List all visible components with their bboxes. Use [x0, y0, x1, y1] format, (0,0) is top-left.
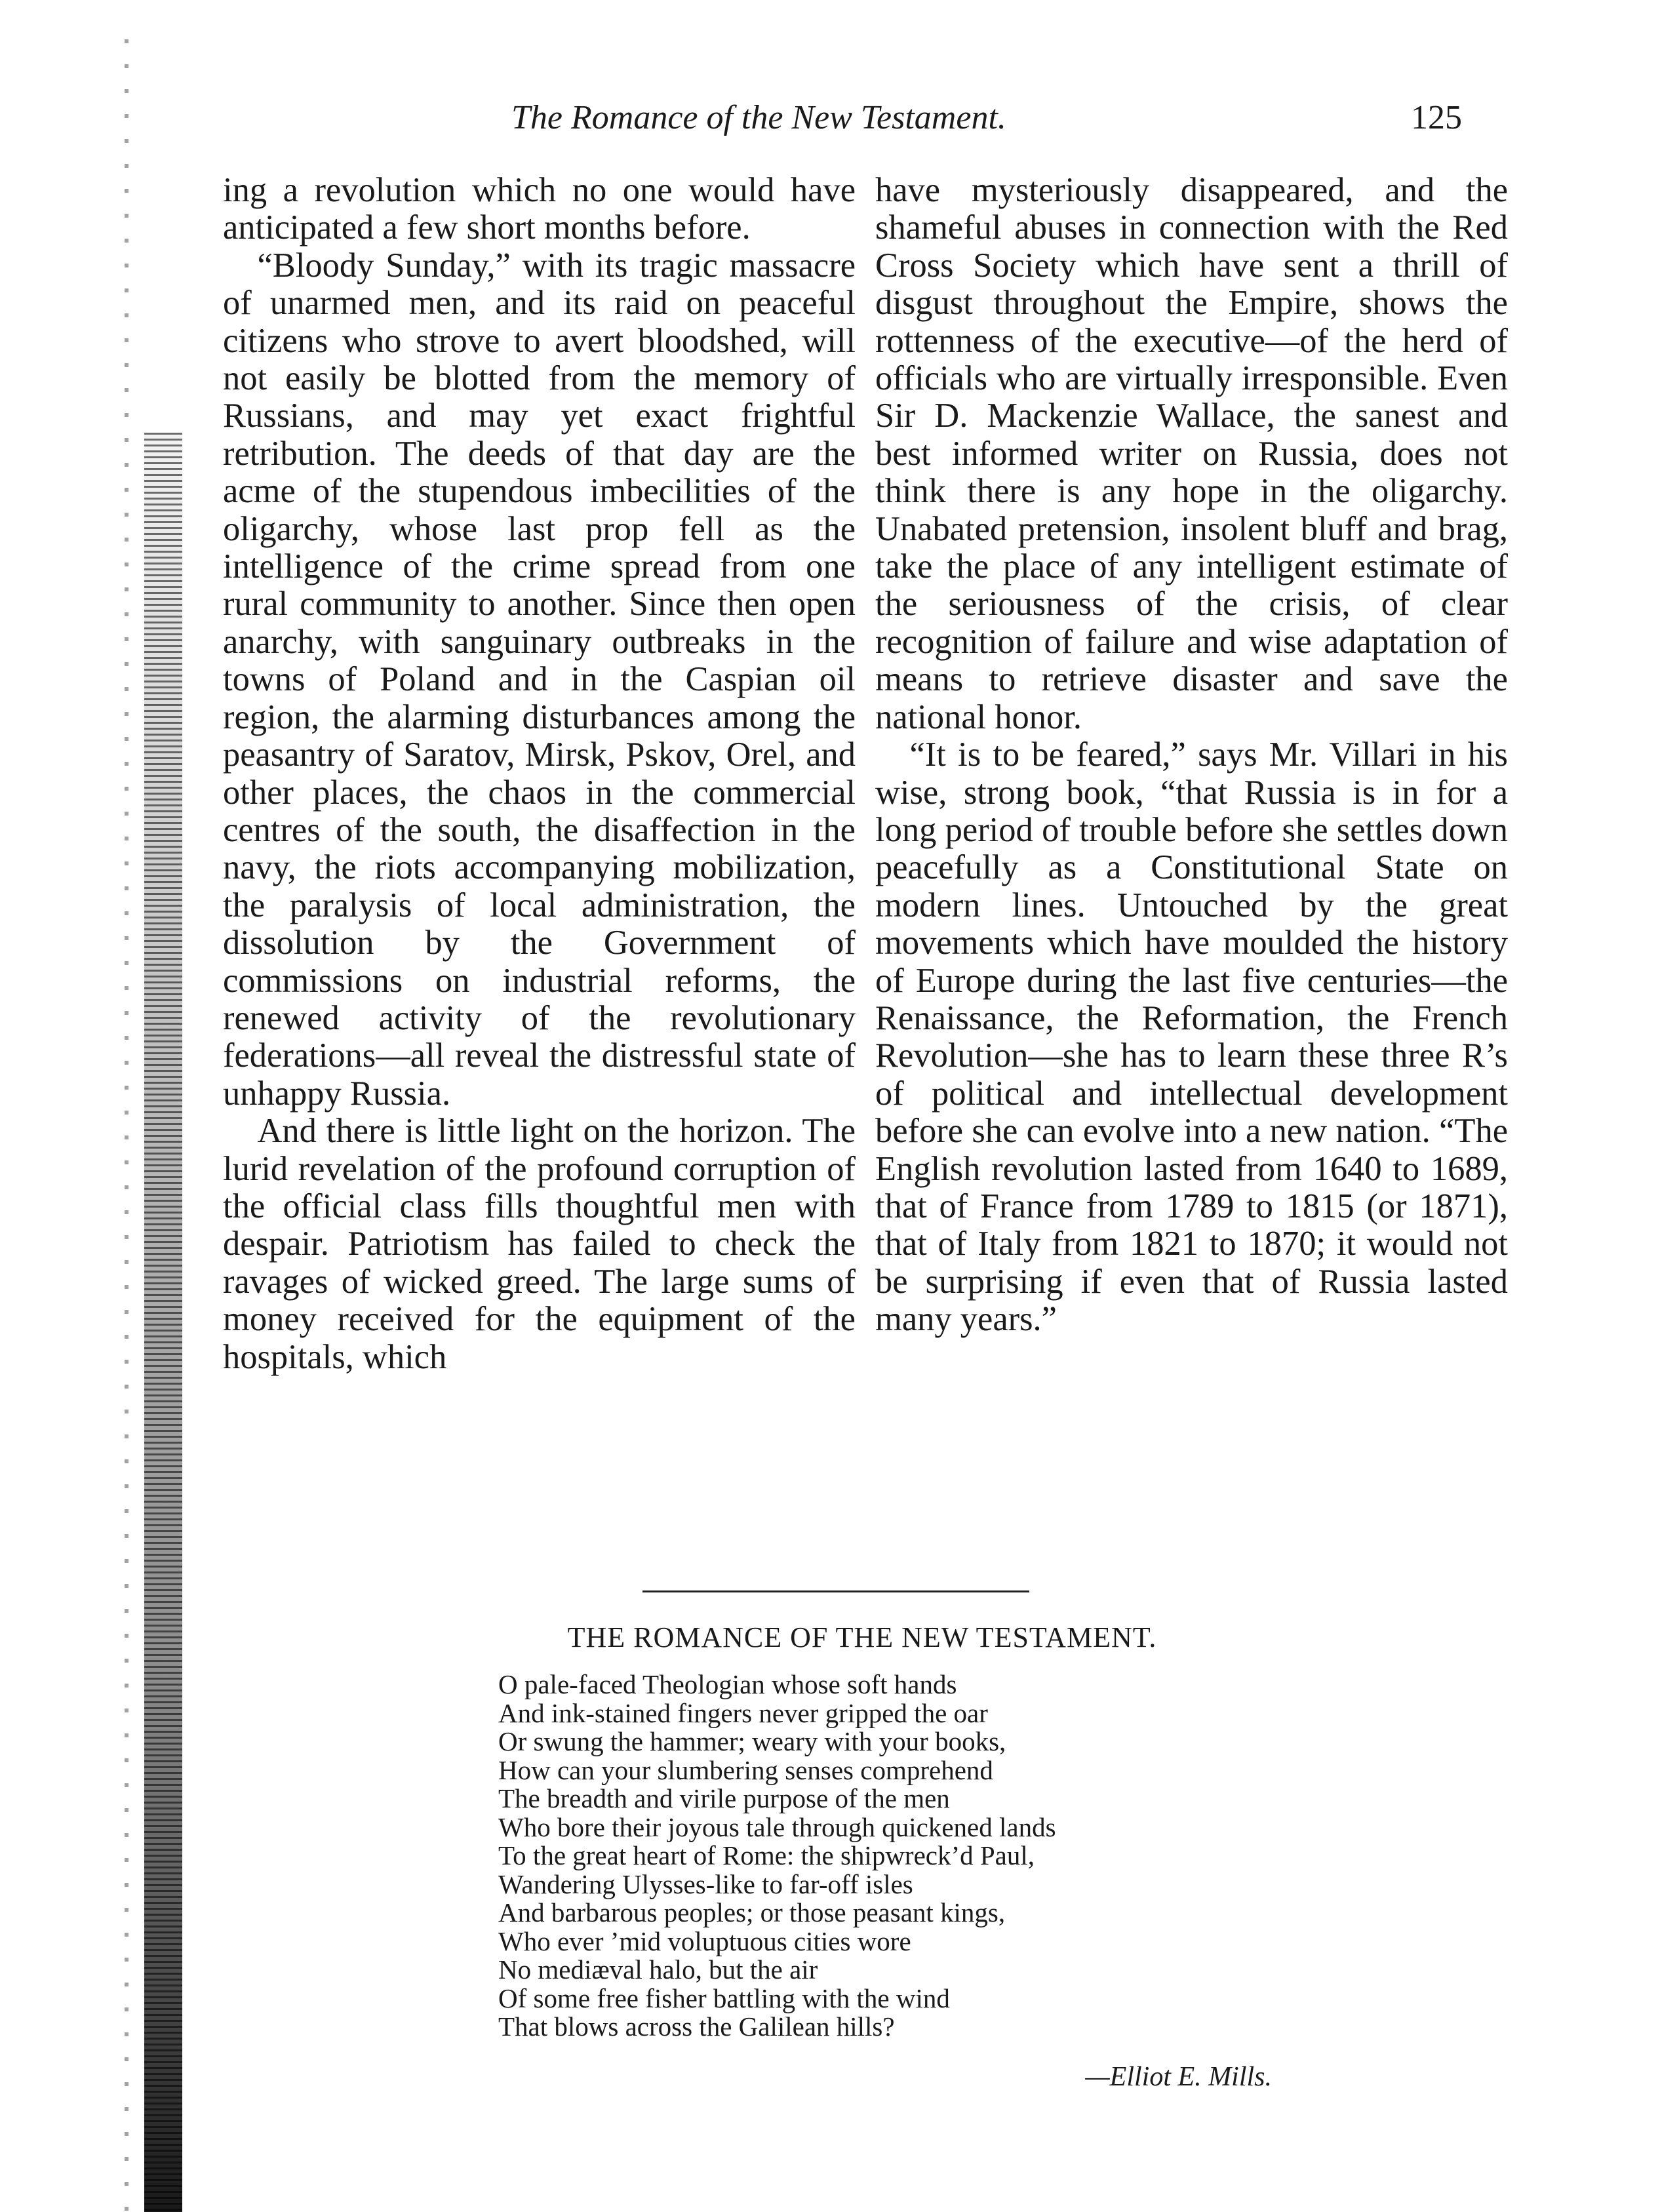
poem-line: The breadth and virile purpose of the men: [498, 1783, 950, 1813]
right-column: [875, 172, 1508, 1339]
poem-line: And barbarous peoples; or those peasant kings,: [498, 1897, 1006, 1927]
page-number: 125: [1411, 99, 1462, 136]
paragraph: And there is little light on the horizon. The lurid revelation of the profound corruption of the official class fills thoughtful men with despair. Patriotism has failed to check the ravages of wicked greed. The large sums of money received for the equipment of the hospitals, which: [223, 1112, 856, 1376]
left-column: [223, 172, 856, 1376]
poem-line: And ink-stained fingers never gripped the oar: [498, 1697, 988, 1728]
poem-line: Who bore their joyous tale through quickened lands: [498, 1811, 1056, 1842]
running-title: The Romance of the New Testament.: [511, 99, 1006, 136]
paragraph: “It is to be feared,” says Mr. Villari in his wise, strong book, “that Russia is in for a long period of trouble before she settles down peacefully as a Constitutional State on modern lines. Untouched by the great movements which have moulded the history of Europe during the last five centuries—the Renaissance, the Reformation, the French Revolution—she has to learn these three R’s of political and intellectual development before she can evolve into a new nation. “The English revolution lasted from 1640 to 1689, that of France from 1789 to 1815 (or 1871), that of Italy from 1821 to 1870; it would not be surprising if even that of Russia lasted many years.”: [875, 736, 1508, 1339]
poem-line: To the great heart of Rome: the shipwreck’d Paul,: [498, 1840, 1035, 1870]
poem-line: Of some free fisher battling with the wind: [498, 1983, 950, 2013]
section-divider: [642, 1590, 1029, 1592]
poem-line: How can your slumbering senses comprehend: [498, 1754, 993, 1785]
paragraph: “Bloody Sunday,” with its tragic massacre of unarmed men, and its raid on peaceful citizens who strove to avert bloodshed, will not easily be blotted from the memory of Russians, and may yet exact frightful retribution. The deeds of that day are the acme of the stupendous imbecilities of the oligarchy, whose last prop fell as the intelligence of the crime spread from one rural community to another. Since then open anarchy, with sanguinary outbreaks in the towns of Poland and in the Caspian oil region, the alarming disturbances among the peasantry of Saratov, Mirsk, Pskov, Orel, and other places, the chaos in the commercial centres of the south, the disaffection in the navy, the riots accompanying mobilization, the paralysis of local administration, the dissolution by the Government of commissions on industrial reforms, the renewed activity of the revolutionary federations—all reveal the distressful state of unhappy Russia.: [223, 246, 856, 1113]
poem-line: O pale-faced Theologian whose soft hands: [498, 1669, 957, 1699]
poem-title: THE ROMANCE OF THE NEW TESTAMENT.: [567, 1621, 1157, 1653]
poem-line: No mediæval halo, but the air: [498, 1954, 818, 1985]
scan-shadow: [144, 433, 182, 2212]
poem-line: That blows across the Galilean hills?: [498, 2011, 895, 2042]
page-binding-edge: [98, 39, 190, 2212]
paragraph: ing a revolution which no one would have anticipated a few short months before.: [223, 171, 856, 247]
poem-line: Or swung the hammer; weary with your books,: [498, 1726, 1006, 1756]
poem-line: Wandering Ulysses-like to far-off isles: [498, 1868, 913, 1899]
poem-author: —Elliot E. Mills.: [1085, 2062, 1272, 2092]
poem-line: Who ever ’mid voluptuous cities wore: [498, 1926, 911, 1956]
binding-dots: [125, 39, 128, 2212]
poem: [498, 1670, 1285, 2042]
paragraph: have mysteriously disappeared, and the shameful abuses in connection with the Red Cross Society which have sent a thrill of disgust throughout the Empire, shows the rottenness of the executive—of the herd of officials who are virtually irresponsible. Even Sir D. Mackenzie Wallace, the sanest and best informed writer on Russia, does not think there is any hope in the oligarchy. Unabated pretension, insolent bluff and brag, take the place of any intelligent estimate of the seriousness of the crisis, of clear recognition of failure and wise adaptation of means to retrieve disaster and save the national honor.: [875, 171, 1508, 736]
running-header: [511, 92, 1462, 144]
